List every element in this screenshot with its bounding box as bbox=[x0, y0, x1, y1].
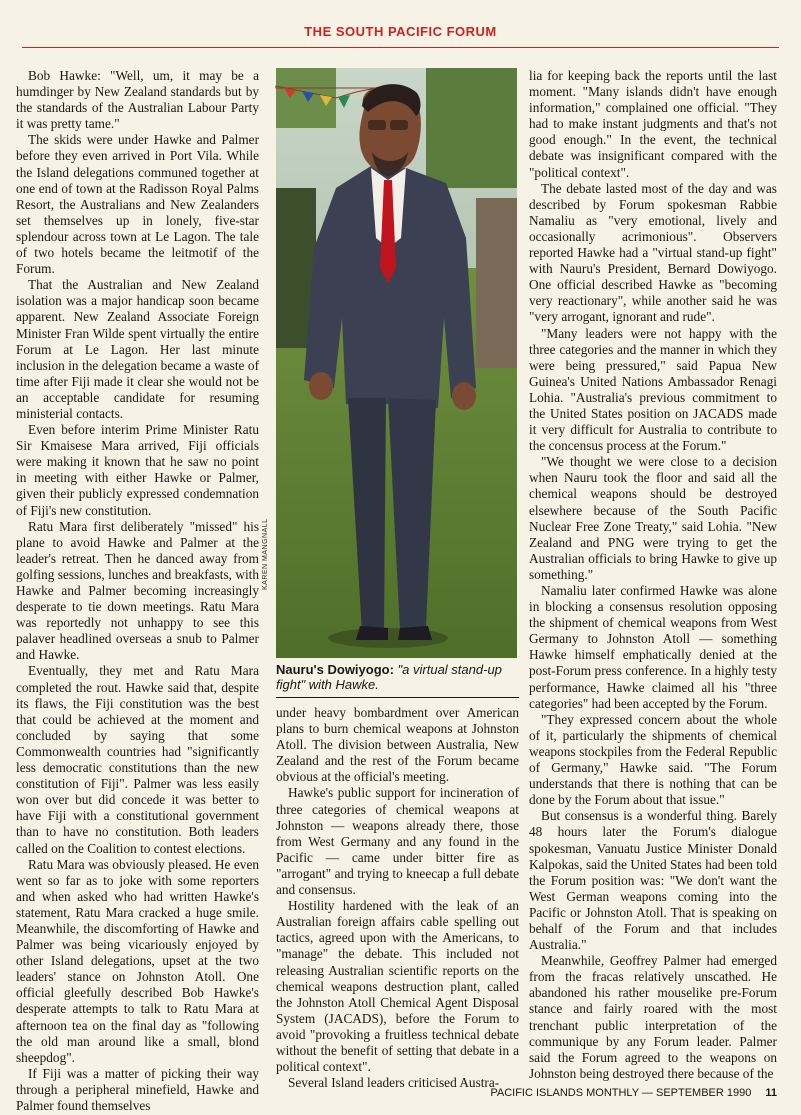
paragraph: Ratu Mara was obviously pleased. He even went so far as to joke with some reporters and when asked who had written Hawke's statement, Ratu Mara cracked a huge smile. Meanwhile, the discomforting of Hawke and Palmer was being vicariously enjoyed by other Island delegations, upset at the two leaders' stance on Johnston Atoll. One official gleefully described Bob Hawke's desperate attempts to talk to Ratu Mara at afternoon tea on the final day as "following the old man around like a small, blond sheepdog". bbox=[16, 856, 259, 1065]
portrait-photo bbox=[276, 68, 517, 658]
page-footer bbox=[490, 1087, 777, 1099]
photo-credit: KAREN MANGNALL bbox=[262, 518, 269, 590]
paragraph: If Fiji was a matter of picking their way through a peripheral minefield, Hawke and Palmer found themselves bbox=[16, 1065, 259, 1113]
article-column-1 bbox=[16, 68, 259, 1113]
paragraph: The debate lasted most of the day and was described by Forum spokesman Rabbie Namaliu as "very emotional, lively and occasionally acrimonious". Observers reported Hawke had a "virtual stand-up fight" with Nauru's President, Bernard Dowiyogo. One official described Hawke as "becoming very reactionary", while another said he was "very arrogant, ignorant and rude". bbox=[529, 180, 777, 325]
paragraph: "Many leaders were not happy with the three categories and the manner in which they were being pressured," said Papua New Guinea's United Nations Ambassador Renagi Lohia. "Australia's previous commitment to the United States position on JACADS made it very difficult for Australia to contribute to the concensus process at the Forum." bbox=[529, 325, 777, 454]
paragraph: Ratu Mara first deliberately "missed" his plane to avoid Hawke and Palmer at the leader's retreat. Then he danced away from golfing sessions, lunches and breakfasts, with Hawke and Palmer becoming increasingly desperate to tie down meetings. Ratu Mara was reportedly not unhappy to see this palaver headlined overseas a snub to Palmer and Hawke. bbox=[16, 518, 259, 663]
paragraph: under heavy bombardment over American plans to burn chemical weapons at Johnston Atoll. The division between Australia, New Zealand and the rest of the Forum became obvious at the official's meeting. bbox=[276, 705, 519, 785]
paragraph: Bob Hawke: "Well, um, it may be a humdinger by New Zealand standards but by the standards of the Australian Labour Party it was pretty tame." bbox=[16, 68, 259, 132]
paragraph: Meanwhile, Geoffrey Palmer had emerged from the fracas relatively unscathed. He abandoned his rather mouselike pre-Forum stance and fairly roared with the most trenchant public interpretation of the communique by any Forum leader. Palmer said the Forum agreed to the weapons on Johnston being destroyed there because of the bbox=[529, 953, 777, 1081]
paragraph: Eventually, they met and Ratu Mara completed the rout. Hawke said that, despite its flaws, the Fiji constitution was the best that could be achieved at the moment and concluded by saying that some Commonwealth countries had "significantly less democratic constitutions than the new constitution of Fiji". Palmer was less easily won over but did concede it was better to have Fiji with a constitutional government than to have no constitution. Both leaders called on the Coalition to contest elections. bbox=[16, 663, 259, 856]
running-header: THE SOUTH PACIFIC FORUM bbox=[304, 24, 497, 39]
paragraph: lia for keeping back the reports until the last moment. "Many islands didn't have enough information," complained one official. "They had to make instant judgments and that's not good enough." In the event, the technical debate was insignificant compared with the "political context". bbox=[529, 68, 777, 180]
photo-caption bbox=[276, 662, 519, 692]
article-column-3 bbox=[529, 68, 777, 1082]
paragraph: The skids were under Hawke and Palmer before they even arrived in Port Vila. While the Island delegations communed together at one end of town at the Radisson Royal Palms Resort, the Australians and New Zealanders set themselves up in lonely, five-star splendour across town at Le Lagon. The tale of two hotels became the leitmotif of the Forum. bbox=[16, 132, 259, 277]
paragraph: "They expressed concern about the whole of it, particularly the shipments of chemical weapons stockpiles from the Federal Republic of Germany," Hawke said. "The Forum understands that there is nothing that can be done by the Forum about that issue." bbox=[529, 711, 777, 808]
paragraph: Namaliu later confirmed Hawke was alone in blocking a consensus resolution opposing the shipment of chemical weapons from West Germany to Johnston Atoll — something Hawke himself emphatically denied at the post-Forum press conference. In a highly testy performance, Hawke claimed all his "three categories" had been accepted by the Forum. bbox=[529, 583, 777, 711]
paragraph: That the Australian and New Zealand isolation was a major handicap soon became apparent. New Zealand Associate Foreign Minister Fran Wilde spent virtually the entire Forum at Le Lagon. Her last minute inclusion in the delegation became a waste of time after Fiji made it clear she would not be an acceptable candidate for resuming ministerial contacts. bbox=[16, 277, 259, 421]
paragraph: Hawke's public support for incineration of three categories of chemical weapons at Johnston — weapons already there, those from West Germany and any found in the Pacific — came under bitter fire as "arrogant" and trying to kneecap a full debate and consensus. bbox=[276, 785, 519, 898]
caption-rule bbox=[276, 697, 519, 698]
paragraph: But consensus is a wonderful thing. Barely 48 hours later the Forum's dialogue spokesman, Vanuatu Justice Minister Donald Kalpokas, said the United States had been told the Forum position was: "We don't want the West German weapons coming into the Pacific or Johnston Atoll. That is speaking on behalf of the Forum and that includes Australia." bbox=[529, 808, 777, 953]
caption-name: Nauru's Dowiyogo: bbox=[276, 662, 394, 677]
paragraph: Hostility hardened with the leak of an Australian foreign affairs cable spelling out tactics, agreed upon with the Americans, to "manage" the debate. This included not releasing Australian scientific reports on the chemical weapons destruction plant, called the Johnston Atoll Chemical Agent Disposal System (JACADS), before the Forum to avoid "provoking a fruitless technical debate without the benefit of setting that debate in a political context". bbox=[276, 898, 519, 1075]
paragraph: "We thought we were close to a decision when Nauru took the floor and said all the chemical weapons should be destroyed elsewhere because of the South Pacific Nuclear Free Zone Treaty," said Lohia. "New Zealand and PNG were trying to get the Australian officials to bring Hawke to give up something." bbox=[529, 454, 777, 582]
header-rule bbox=[22, 47, 779, 48]
paragraph: Even before interim Prime Minister Ratu Sir Kmaisese Mara arrived, Fiji officials were making it known that he saw no point in meeting with either Hawke or Palmer, given their publicly expressed condemnation of Fiji's new constitution. bbox=[16, 422, 259, 518]
article-column-2 bbox=[276, 705, 519, 1091]
publication-line: PACIFIC ISLANDS MONTHLY — SEPTEMBER 1990 bbox=[490, 1087, 752, 1099]
page-number: 11 bbox=[765, 1087, 777, 1099]
caption-quote: "a virtual stand-up fight" with Hawke. bbox=[276, 662, 502, 692]
paragraph: Several Island leaders criticised Austra- bbox=[288, 1075, 500, 1091]
